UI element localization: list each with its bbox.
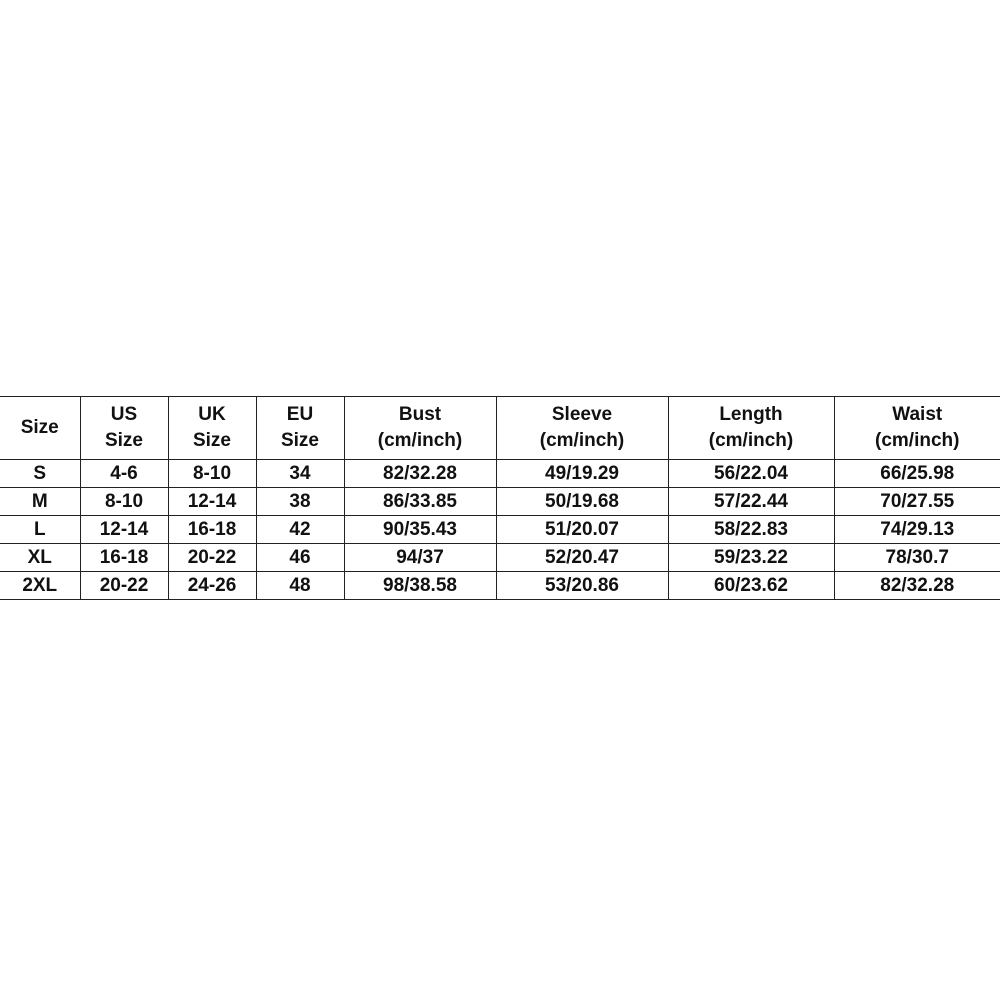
cell-size: M <box>0 488 80 516</box>
cell-us-size: 12-14 <box>80 516 168 544</box>
cell-us-size: 4-6 <box>80 460 168 488</box>
cell-length: 57/22.44 <box>668 488 834 516</box>
cell-length: 60/23.62 <box>668 572 834 600</box>
header-row <box>0 397 1000 460</box>
cell-waist: 74/29.13 <box>834 516 1000 544</box>
table-row <box>0 488 1000 516</box>
cell-waist: 78/30.7 <box>834 544 1000 572</box>
cell-sleeve: 51/20.07 <box>496 516 668 544</box>
cell-waist: 82/32.28 <box>834 572 1000 600</box>
header-bust: Bust (cm/inch) <box>344 397 496 460</box>
cell-waist: 66/25.98 <box>834 460 1000 488</box>
cell-size: L <box>0 516 80 544</box>
cell-uk-size: 12-14 <box>168 488 256 516</box>
cell-bust: 86/33.85 <box>344 488 496 516</box>
table-row <box>0 460 1000 488</box>
cell-us-size: 16-18 <box>80 544 168 572</box>
table-header <box>0 397 1000 460</box>
table-row <box>0 572 1000 600</box>
cell-us-size: 8-10 <box>80 488 168 516</box>
cell-uk-size: 24-26 <box>168 572 256 600</box>
cell-eu-size: 46 <box>256 544 344 572</box>
header-waist: Waist (cm/inch) <box>834 397 1000 460</box>
size-chart-table <box>0 396 1000 600</box>
header-us-size: US Size <box>80 397 168 460</box>
table-body <box>0 460 1000 600</box>
header-eu-size: EU Size <box>256 397 344 460</box>
cell-us-size: 20-22 <box>80 572 168 600</box>
cell-bust: 98/38.58 <box>344 572 496 600</box>
cell-eu-size: 48 <box>256 572 344 600</box>
cell-eu-size: 42 <box>256 516 344 544</box>
cell-waist: 70/27.55 <box>834 488 1000 516</box>
cell-length: 58/22.83 <box>668 516 834 544</box>
table-row <box>0 516 1000 544</box>
cell-sleeve: 52/20.47 <box>496 544 668 572</box>
cell-sleeve: 49/19.29 <box>496 460 668 488</box>
cell-uk-size: 16-18 <box>168 516 256 544</box>
cell-uk-size: 8-10 <box>168 460 256 488</box>
header-length: Length (cm/inch) <box>668 397 834 460</box>
cell-size: S <box>0 460 80 488</box>
cell-eu-size: 34 <box>256 460 344 488</box>
header-uk-size: UK Size <box>168 397 256 460</box>
cell-sleeve: 53/20.86 <box>496 572 668 600</box>
cell-bust: 94/37 <box>344 544 496 572</box>
cell-sleeve: 50/19.68 <box>496 488 668 516</box>
cell-bust: 90/35.43 <box>344 516 496 544</box>
cell-length: 56/22.04 <box>668 460 834 488</box>
cell-bust: 82/32.28 <box>344 460 496 488</box>
header-sleeve: Sleeve (cm/inch) <box>496 397 668 460</box>
cell-uk-size: 20-22 <box>168 544 256 572</box>
cell-size: XL <box>0 544 80 572</box>
cell-eu-size: 38 <box>256 488 344 516</box>
cell-length: 59/23.22 <box>668 544 834 572</box>
cell-size: 2XL <box>0 572 80 600</box>
table-row <box>0 544 1000 572</box>
header-size: Size <box>0 397 80 460</box>
